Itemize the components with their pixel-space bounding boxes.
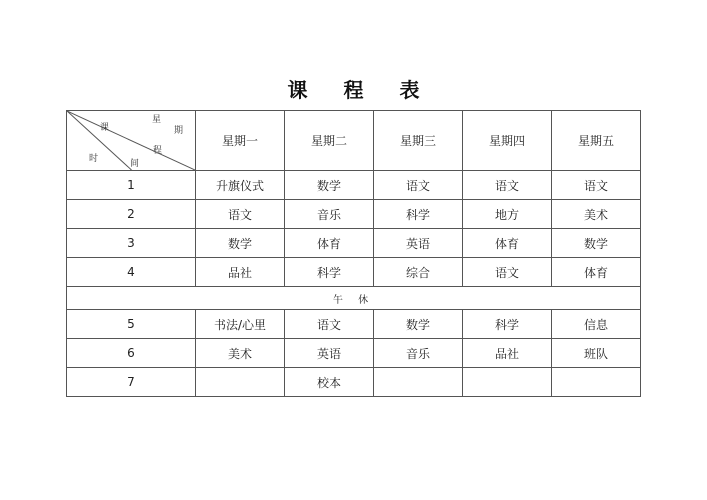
- class-cell: 科学: [374, 200, 463, 229]
- period-number: 1: [67, 171, 196, 200]
- class-cell: 语文: [552, 171, 641, 200]
- class-cell: [552, 368, 641, 397]
- class-cell: 数学: [374, 310, 463, 339]
- day-header: 星期二: [285, 111, 374, 171]
- class-cell: 综合: [374, 258, 463, 287]
- lunch-break-row: [67, 287, 641, 310]
- class-cell: 体育: [285, 229, 374, 258]
- day-header: 星期三: [374, 111, 463, 171]
- class-cell: 品社: [196, 258, 285, 287]
- title-char: 表: [399, 78, 420, 102]
- class-cell: 信息: [552, 310, 641, 339]
- day-header: 星期五: [552, 111, 641, 171]
- class-cell: 升旗仪式: [196, 171, 285, 200]
- class-cell: 科学: [285, 258, 374, 287]
- class-cell: 英语: [285, 339, 374, 368]
- class-cell: [463, 368, 552, 397]
- class-cell: [374, 368, 463, 397]
- class-cell: 美术: [196, 339, 285, 368]
- day-header: 星期一: [196, 111, 285, 171]
- title-char: 程: [343, 78, 364, 102]
- header-row: [67, 111, 641, 171]
- corner-label: 时: [89, 154, 99, 164]
- class-cell: 语文: [463, 258, 552, 287]
- timetable: [66, 110, 641, 397]
- class-cell: 音乐: [285, 200, 374, 229]
- period-number: 6: [67, 339, 196, 368]
- corner-label: 期: [174, 126, 184, 136]
- period-number: 4: [67, 258, 196, 287]
- class-cell: 体育: [552, 258, 641, 287]
- title-char: 课: [287, 78, 308, 102]
- page-title: [0, 74, 707, 103]
- period-number: 5: [67, 310, 196, 339]
- class-cell: 英语: [374, 229, 463, 258]
- period-number: 2: [67, 200, 196, 229]
- period-row: [67, 200, 641, 229]
- corner-label: 课: [100, 123, 110, 133]
- class-cell: 音乐: [374, 339, 463, 368]
- class-cell: 数学: [196, 229, 285, 258]
- class-cell: 班队: [552, 339, 641, 368]
- class-cell: 语文: [196, 200, 285, 229]
- class-cell: [196, 368, 285, 397]
- class-cell: 品社: [463, 339, 552, 368]
- day-header: 星期四: [463, 111, 552, 171]
- period-number: 7: [67, 368, 196, 397]
- period-row: [67, 258, 641, 287]
- class-cell: 书法/心里: [196, 310, 285, 339]
- period-row: [67, 339, 641, 368]
- period-row: [67, 368, 641, 397]
- corner-label: 星: [152, 115, 162, 125]
- corner-label: 间: [130, 159, 140, 169]
- class-cell: 数学: [552, 229, 641, 258]
- class-cell: 美术: [552, 200, 641, 229]
- class-cell: 体育: [463, 229, 552, 258]
- corner-cell: [67, 111, 196, 171]
- class-cell: 校本: [285, 368, 374, 397]
- period-number: 3: [67, 229, 196, 258]
- class-cell: 数学: [285, 171, 374, 200]
- class-cell: 地方: [463, 200, 552, 229]
- period-row: [67, 171, 641, 200]
- lunch-break-label: 午 休: [67, 287, 641, 310]
- period-row: [67, 310, 641, 339]
- class-cell: 语文: [463, 171, 552, 200]
- corner-label: 程: [153, 146, 163, 156]
- class-cell: 科学: [463, 310, 552, 339]
- period-row: [67, 229, 641, 258]
- class-cell: 语文: [285, 310, 374, 339]
- class-cell: 语文: [374, 171, 463, 200]
